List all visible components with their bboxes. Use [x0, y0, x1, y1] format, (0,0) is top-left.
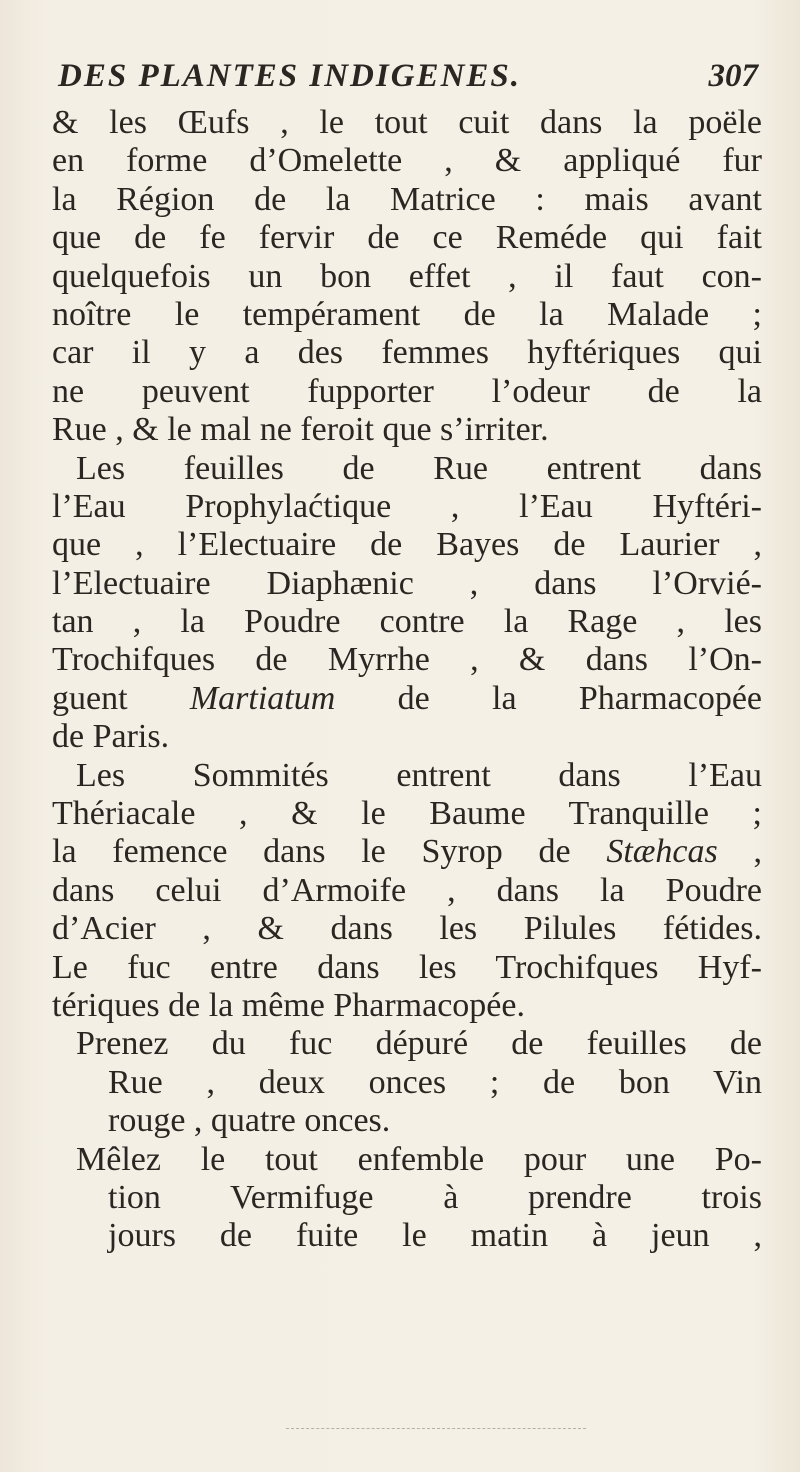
text-line: que de fe fervir de ce Reméde qui fait: [52, 219, 762, 257]
text-line: Thériacale , & le Baume Tranquille ;: [52, 795, 762, 833]
text-line: [52, 680, 762, 718]
text-run: la femence dans le Syrop de: [52, 833, 607, 871]
text-line: en forme d’Omelette , & appliqué fur: [52, 142, 762, 180]
text-line: tion Vermifuge à prendre trois: [108, 1178, 762, 1216]
text-line: l’Eau Prophylaćtique , l’Eau Hyftéri-: [52, 487, 762, 525]
text-line: quelquefois un bon effet , il faut con-: [52, 257, 762, 295]
italic-term: Stæhcas: [606, 833, 718, 871]
running-head: DES PLANTES INDIGENES.: [58, 58, 522, 94]
text-line: noître le tempérament de la Malade ;: [52, 295, 762, 333]
text-line: [52, 833, 762, 871]
text-line: Les Sommités entrent dans l’Eau: [76, 756, 762, 794]
text-line: jours de fuite le matin à jeun ,: [108, 1217, 762, 1255]
text-line: Les feuilles de Rue entrent dans: [76, 449, 762, 487]
text-line: tériques de la même Pharmacopée.: [52, 986, 525, 1024]
text-line: d’Acier , & dans les Pilules fétides.: [52, 910, 762, 948]
text-line: & les Œufs , le tout cuit dans la poële: [52, 104, 762, 141]
text-line: Rue , deux onces ; de bon Vin: [108, 1063, 762, 1101]
text-run: guent: [52, 679, 190, 717]
bottom-rule: [286, 1428, 586, 1429]
text-run: ,: [717, 833, 763, 871]
text-run: de la Pharmacopée: [335, 679, 762, 717]
text-line: rouge , quatre onces.: [108, 1102, 391, 1140]
text-line: la Région de la Matrice : mais avant: [52, 180, 762, 218]
text-line: de Paris.: [52, 718, 170, 756]
text-line: tan , la Poudre contre la Rage , les: [52, 603, 762, 641]
text-line: l’Electuaire Diaphænic , dans l’Orvié-: [52, 564, 762, 602]
page-number: 307: [708, 58, 758, 94]
text-line: Trochifques de Myrrhe , & dans l’On-: [52, 641, 762, 679]
body-text: [52, 104, 762, 1256]
text-line: Prenez du fuc dépuré de feuilles de: [76, 1025, 762, 1063]
text-line: ne peuvent fupporter l’odeur de la: [52, 372, 762, 410]
page-header: [58, 58, 758, 102]
text-line: car il y a des femmes hyftériques qui: [52, 334, 762, 372]
text-line: Le fuc entre dans les Trochifques Hyf-: [52, 948, 762, 986]
text-line: que , l’Electuaire de Bayes de Laurier ,: [52, 526, 762, 564]
text-line: Rue , & le mal ne feroit que s’irriter.: [52, 411, 549, 449]
italic-term: Martiatum: [189, 679, 336, 717]
text-line: Mêlez le tout enfemble pour une Po-: [76, 1140, 762, 1178]
text-line: dans celui d’Armoife , dans la Poudre: [52, 871, 762, 909]
